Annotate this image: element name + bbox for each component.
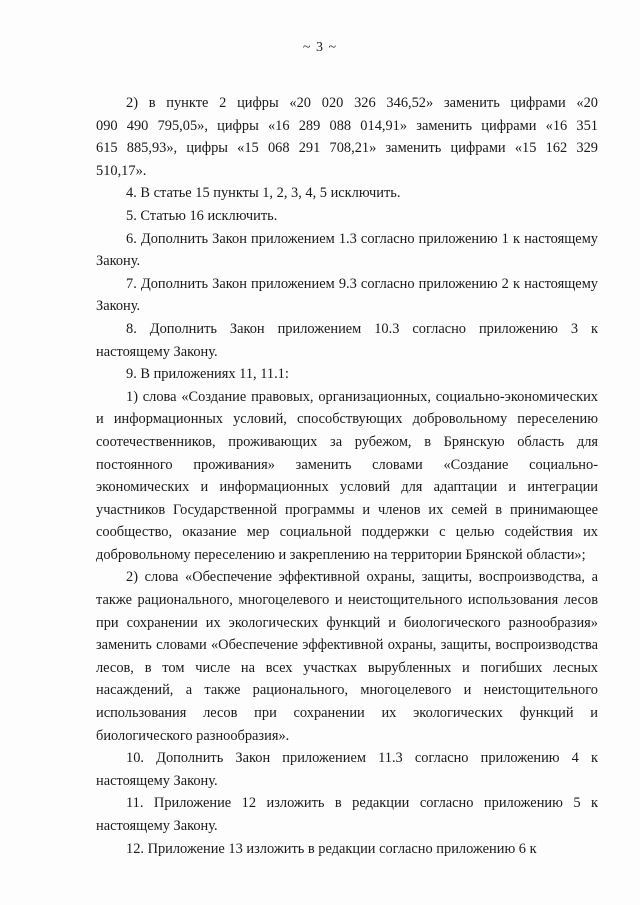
paragraph-12: 12. Приложение 13 изложить в редакции согласно приложению 6 к — [126, 840, 537, 857]
paragraph-11: 11. Приложение 12 изложить в редакции согласно приложению 5 к настоящему Закону. — [96, 795, 598, 834]
paragraph-item-2-figures: 2) в пункте 2 цифры «20 020 326 346,52» заменить цифрами «20 090 490 795,05», цифры «16 289 088 014,91» заменить цифрами «16 351 615 885,93», цифры «15 068 291 708,21» заменить цифрами «15 162 329 510,17». — [96, 95, 598, 179]
paragraph-5: 5. Статью 16 исключить. — [126, 207, 278, 224]
paragraph-8: 8. Дополнить Закон приложением 10.3 согласно приложению 3 к настоящему Закону. — [96, 320, 598, 360]
paragraph-7: 7. Дополнить Закон приложением 9.3 согласно приложению 2 к настоящему Закону. — [96, 275, 598, 315]
paragraph-9: 9. В приложениях 11, 11.1: — [126, 366, 289, 383]
paragraph-9-subitem-2: 2) слова «Обеспечение эффективной охраны, защиты, воспроизводства, а также рационального, многоцелевого и неистощительного использования лесов при сохранении их экологических функций и биологического разнообразия» заменить словами «Обеспечение эффективной охраны, защиты, воспроизводства лесов, в том числе на всех участках вырубленных и погибших лесных насаждений, а также рационального, многоцелевого и неистощительного использования лесов при сохранении их экологических функций и биологического разнообразия». — [96, 569, 598, 744]
paragraph-4: 4. В статье 15 пункты 1, 2, 3, 4, 5 исключить. — [126, 185, 401, 202]
page-number: ~ 3 ~ — [302, 40, 338, 55]
paragraph-9-subitem-1: 1) слова «Создание правовых, организационных, социально-экономических и информационных условий, способствующих добровольному переселению соотечественников, проживающих за рубежом, в Брянскую область для постоянного проживания» заменить словами «Создание социально-экономических и информационных условий для адаптации и интеграции участников Государственной программы и членов их семей в принимающее сообщество, оказание мер социальной поддержки с целью содействия их добровольному переселению и закреплению на территории Брянской области»; — [96, 388, 598, 563]
paragraph-10: 10. Дополнить Закон приложением 11.3 согласно приложению 4 к настоящему Закону. — [96, 750, 598, 789]
paragraph-6: 6. Дополнить Закон приложением 1.3 согласно приложению 1 к настоящему Закону. — [96, 230, 598, 270]
document-body — [96, 92, 598, 860]
